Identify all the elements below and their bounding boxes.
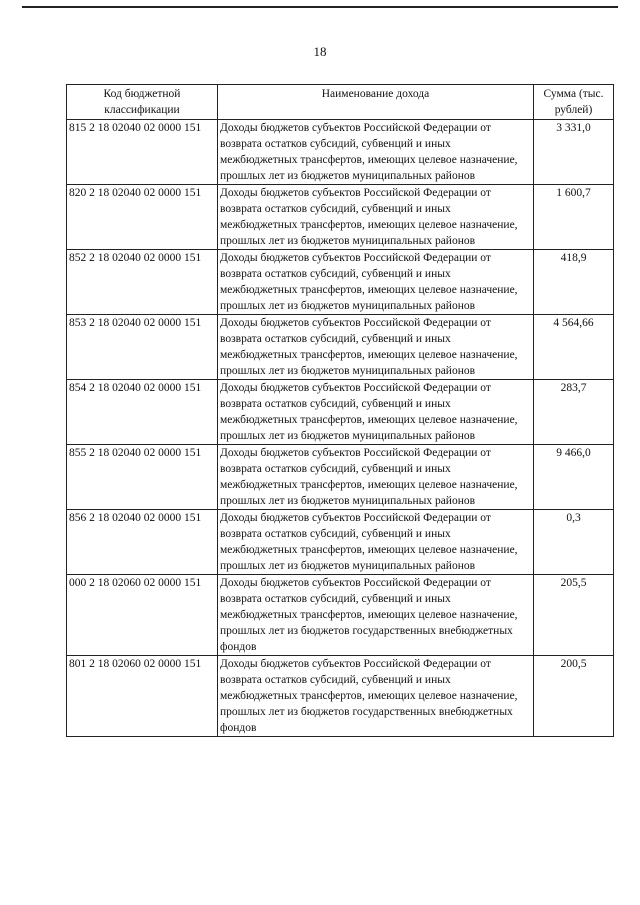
row-name: Доходы бюджетов субъектов Российской Федерации от возврата остатков субсидий, субвенций и иных межбюджетных трансфертов, имеющих целевое назначение, прошлых лет из бюджетов муниципальных районов bbox=[218, 445, 534, 510]
row-code: 853 2 18 02040 02 0000 151 bbox=[67, 315, 218, 380]
row-sum: 205,5 bbox=[534, 575, 614, 656]
row-name: Доходы бюджетов субъектов Российской Федерации от возврата остатков субсидий, субвенций и иных межбюджетных трансфертов, имеющих целевое назначение, прошлых лет из бюджетов муниципальных районов bbox=[218, 120, 534, 185]
table-row bbox=[67, 315, 614, 380]
table-row bbox=[67, 575, 614, 656]
table-body bbox=[67, 120, 614, 737]
table-row bbox=[67, 185, 614, 250]
row-code: 000 2 18 02060 02 0000 151 bbox=[67, 575, 218, 656]
row-sum: 3 331,0 bbox=[534, 120, 614, 185]
row-sum: 9 466,0 bbox=[534, 445, 614, 510]
row-sum: 0,3 bbox=[534, 510, 614, 575]
table-row bbox=[67, 510, 614, 575]
row-code: 801 2 18 02060 02 0000 151 bbox=[67, 656, 218, 737]
header-sum: Сумма (тыс. рублей) bbox=[534, 85, 614, 120]
row-name: Доходы бюджетов субъектов Российской Федерации от возврата остатков субсидий, субвенций и иных межбюджетных трансфертов, имеющих целевое назначение, прошлых лет из бюджетов государственных внебюджетных фондов bbox=[218, 575, 534, 656]
table-row bbox=[67, 250, 614, 315]
row-sum: 1 600,7 bbox=[534, 185, 614, 250]
row-code: 815 2 18 02040 02 0000 151 bbox=[67, 120, 218, 185]
row-name: Доходы бюджетов субъектов Российской Федерации от возврата остатков субсидий, субвенций и иных межбюджетных трансфертов, имеющих целевое назначение, прошлых лет из бюджетов муниципальных районов bbox=[218, 185, 534, 250]
row-code: 854 2 18 02040 02 0000 151 bbox=[67, 380, 218, 445]
page-number: 18 bbox=[313, 44, 327, 59]
table-row bbox=[67, 380, 614, 445]
header-code: Код бюджетной классификации bbox=[67, 85, 218, 120]
row-sum: 200,5 bbox=[534, 656, 614, 737]
row-name: Доходы бюджетов субъектов Российской Федерации от возврата остатков субсидий, субвенций и иных межбюджетных трансфертов, имеющих целевое назначение, прошлых лет из бюджетов муниципальных районов bbox=[218, 510, 534, 575]
row-sum: 418,9 bbox=[534, 250, 614, 315]
row-name: Доходы бюджетов субъектов Российской Федерации от возврата остатков субсидий, субвенций и иных межбюджетных трансфертов, имеющих целевое назначение, прошлых лет из бюджетов муниципальных районов bbox=[218, 315, 534, 380]
table-row bbox=[67, 656, 614, 737]
revenue-table bbox=[66, 84, 614, 737]
header-name: Наименование дохода bbox=[218, 85, 534, 120]
row-code: 855 2 18 02040 02 0000 151 bbox=[67, 445, 218, 510]
row-sum: 283,7 bbox=[534, 380, 614, 445]
row-code: 820 2 18 02040 02 0000 151 bbox=[67, 185, 218, 250]
table-row bbox=[67, 445, 614, 510]
row-name: Доходы бюджетов субъектов Российской Федерации от возврата остатков субсидий, субвенций и иных межбюджетных трансфертов, имеющих целевое назначение, прошлых лет из бюджетов муниципальных районов bbox=[218, 250, 534, 315]
top-rule bbox=[22, 6, 618, 8]
table-row bbox=[67, 120, 614, 185]
row-code: 852 2 18 02040 02 0000 151 bbox=[67, 250, 218, 315]
row-sum: 4 564,66 bbox=[534, 315, 614, 380]
row-name: Доходы бюджетов субъектов Российской Федерации от возврата остатков субсидий, субвенций и иных межбюджетных трансфертов, имеющих целевое назначение, прошлых лет из бюджетов государственных внебюджетных фондов bbox=[218, 656, 534, 737]
row-code: 856 2 18 02040 02 0000 151 bbox=[67, 510, 218, 575]
table-header-row bbox=[67, 85, 614, 120]
row-name: Доходы бюджетов субъектов Российской Федерации от возврата остатков субсидий, субвенций и иных межбюджетных трансфертов, имеющих целевое назначение, прошлых лет из бюджетов муниципальных районов bbox=[218, 380, 534, 445]
